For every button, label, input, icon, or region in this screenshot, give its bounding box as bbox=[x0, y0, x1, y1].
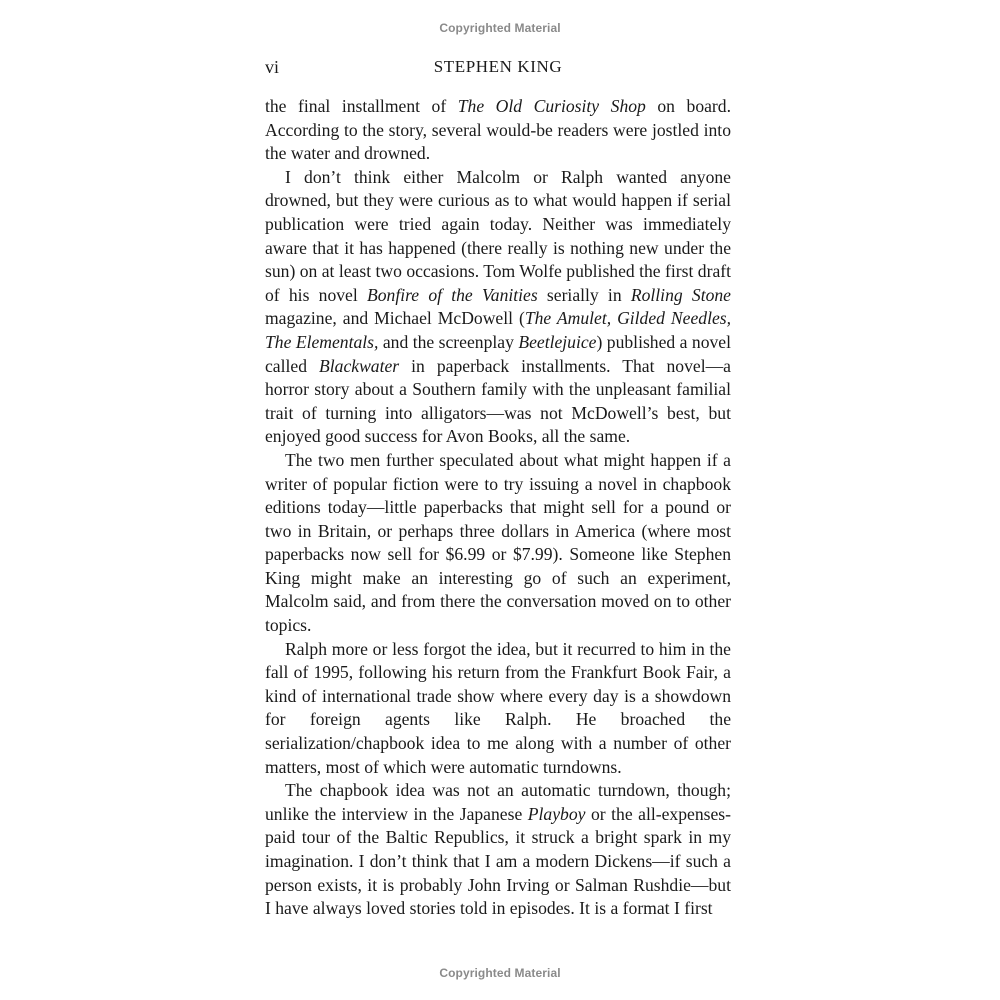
paragraph bbox=[265, 779, 731, 921]
text-run: in paperback installments. That novel—a horror story about a Southern family with the unpleasant familial trait of turning into alligators—was not McDowell’s best, but enjoyed good success for Avon Books, all the same. bbox=[265, 355, 731, 447]
text-run: on board. According to the story, several would-be readers were jostled into the water and drowned. bbox=[265, 96, 731, 164]
copyright-watermark-bottom: Copyrighted Material bbox=[439, 966, 561, 980]
page-body-text bbox=[265, 95, 731, 921]
text-run: ) published a novel called bbox=[265, 331, 731, 376]
page-number: vi bbox=[265, 57, 280, 77]
italic-title: Playboy bbox=[527, 803, 586, 824]
italic-title: The Amulet, Gilded Needles, The Elementals, bbox=[265, 308, 732, 352]
text-run: The two men further speculated about what might happen if a writer of popular fiction were to try issuing a novel in chapbook editions today—little paperbacks that might sell for a pound or two in Britain, or perhaps three dollars in America (where most paperbacks now sell for $6.99 or $7.99). Someone like Stephen King might make an interesting go of such an experiment, Malcolm said, and from there the conversation moved on to other topics. bbox=[265, 449, 731, 636]
text-run: I don’t think either Malcolm or Ralph wanted anyone drowned, but they were curious as to what would happen if serial publication were tried again today. Neither was immediately aware that it has happened (there really is nothing new under the sun) on at least two occasions. Tom Wolfe published the first draft of his novel bbox=[265, 166, 731, 305]
running-head-title: STEPHEN KING bbox=[433, 57, 563, 76]
italic-title: Beetlejuice bbox=[518, 331, 597, 352]
paragraph bbox=[265, 166, 731, 449]
text-run: Ralph more or less forgot the idea, but it recurred to him in the fall of 1995, following his return from the Frankfurt Book Fair, a kind of international trade show where every day is a showdown for foreign agents like Ralph. He broached the serialization/chapbook idea to me along with a number of other matters, most of which were automatic turndowns. bbox=[265, 638, 731, 777]
copyright-watermark-top: Copyrighted Material bbox=[439, 21, 561, 35]
italic-title: Rolling Stone bbox=[630, 284, 731, 305]
text-run: or the all-expenses-paid tour of the Baltic Republics, it struck a bright spark in my imagination. I don’t think that I am a modern Dickens—if such a person exists, it is probably John Irving or Salman Rushdie—but I have always loved stories told in episodes. It is a format I first bbox=[265, 803, 731, 919]
text-run: and the screenplay bbox=[378, 331, 519, 352]
italic-title: The Old Curiosity Shop bbox=[457, 96, 646, 116]
paragraph bbox=[265, 638, 731, 780]
italic-title: Bonfire of the Vanities bbox=[366, 284, 538, 305]
text-run: The chapbook idea was not an automatic turndown, though; unlike the interview in the Japanese bbox=[265, 780, 731, 824]
text-run: serially in bbox=[537, 284, 631, 305]
paragraph bbox=[265, 95, 731, 166]
running-head bbox=[265, 57, 731, 81]
paragraph bbox=[265, 449, 731, 638]
text-run: magazine, and Michael McDowell ( bbox=[265, 308, 525, 329]
italic-title: Blackwater bbox=[319, 355, 400, 376]
text-run: the final installment of bbox=[265, 96, 458, 116]
